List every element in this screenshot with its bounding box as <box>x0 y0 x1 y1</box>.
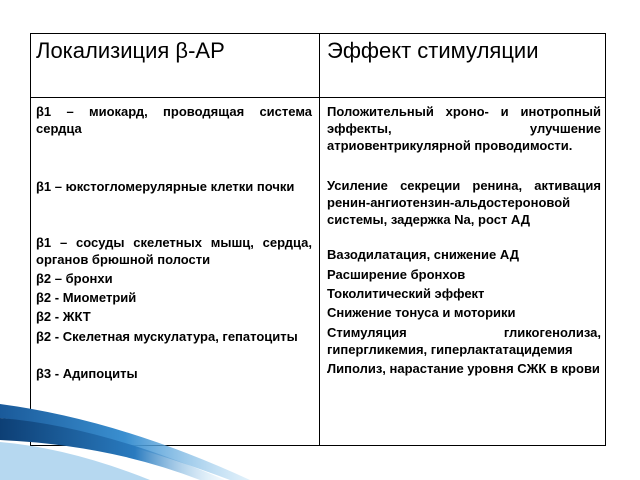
localization-item: β1 – юкстогломерулярные клетки почки <box>36 179 295 194</box>
localization-item: β2 - Скелетная мускулатура, гепатоциты <box>36 329 298 344</box>
localization-item: β1 – миокард, проводящая система сердца <box>36 104 312 136</box>
header-localization: Локализиция β-АР <box>36 38 225 63</box>
localization-item: β2 - Миометрий <box>36 290 137 305</box>
effect-item: Расширение бронхов <box>327 267 466 282</box>
effect-item: Стимуляция гликогенолиза, гипергликемия, гиперлактатацидемия <box>327 325 601 357</box>
localization-item: β1 – сосуды скелетных мышц, сердца, органов брюшной полости <box>36 235 312 267</box>
effect-item: Снижение тонуса и моторики <box>327 305 516 320</box>
localization-item: β3 - Адипоциты <box>36 366 138 381</box>
effect-item: Положительный хроно- и инотропный эффекты, улучшение атриовентрикулярной проводимости. <box>327 104 601 153</box>
effect-item: Липолиз, нарастание уровня СЖК в крови <box>327 361 600 376</box>
localization-item: β2 - ЖКТ <box>36 309 91 324</box>
effect-item: Токолитический эффект <box>327 286 485 301</box>
effect-item: Вазодилатация, снижение АД <box>327 247 519 262</box>
effect-item: Усиление секреции ренина, активация ренин-ангиотензин-альдостероновой системы, задержка Na, рост АД <box>327 178 601 227</box>
header-effect: Эффект стимуляции <box>327 38 539 63</box>
localization-item: β2 – бронхи <box>36 271 113 286</box>
